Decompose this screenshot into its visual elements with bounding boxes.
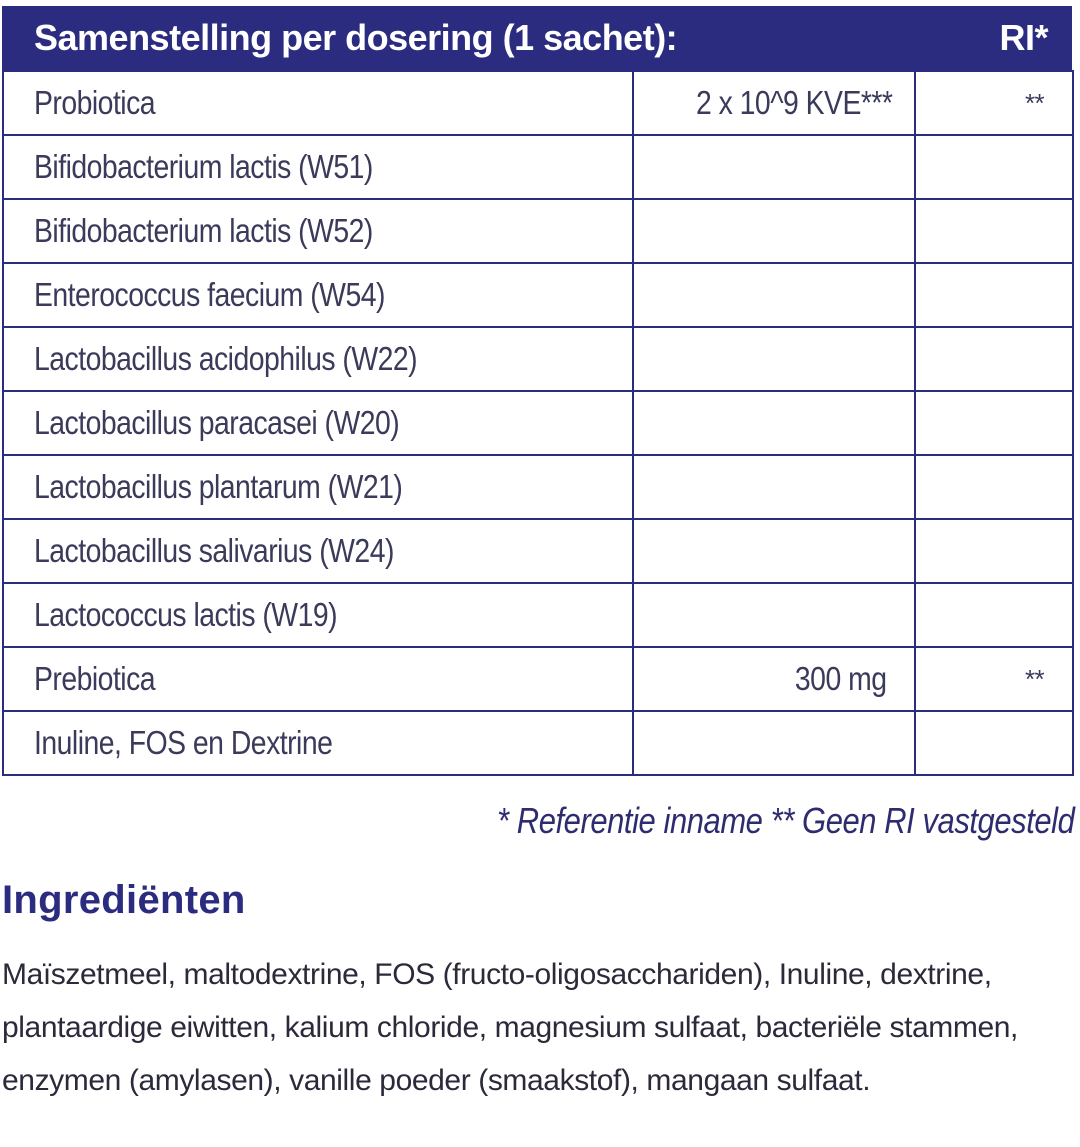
composition-table <box>2 6 1072 776</box>
row-ri-cell <box>915 647 1073 711</box>
row-name-cell <box>3 647 633 711</box>
row-name: Lactobacillus salivarius (W24) <box>34 532 394 569</box>
composition-table-body <box>2 70 1074 776</box>
row-ri-cell <box>915 135 1073 199</box>
row-ri: ** <box>1024 87 1044 118</box>
row-amount-cell <box>633 327 915 391</box>
row-name: Lactococcus lactis (W19) <box>34 596 338 633</box>
row-name: Lactobacillus plantarum (W21) <box>34 468 403 505</box>
row-ri: ** <box>1024 663 1044 694</box>
row-amount-cell <box>633 263 915 327</box>
table-row <box>3 647 1073 711</box>
table-row <box>3 391 1073 455</box>
row-amount-cell <box>633 71 915 135</box>
row-name: Inuline, FOS en Dextrine <box>34 724 333 761</box>
table-row <box>3 519 1073 583</box>
ingredients-heading: Ingrediënten <box>2 878 246 922</box>
ri-footnote <box>403 800 1074 842</box>
row-amount-cell <box>633 647 915 711</box>
row-ri-cell <box>915 199 1073 263</box>
row-amount-cell <box>633 135 915 199</box>
row-name: Enterococcus faecium (W54) <box>34 276 385 313</box>
row-name-cell <box>3 135 633 199</box>
row-amount-cell <box>633 199 915 263</box>
table-header <box>2 6 1072 70</box>
row-amount-cell <box>633 711 915 775</box>
row-name-cell <box>3 711 633 775</box>
row-amount: 2 x 10^9 KVE*** <box>695 84 893 121</box>
row-ri-cell <box>915 519 1073 583</box>
row-name: Probiotica <box>34 84 156 121</box>
row-amount-cell <box>633 583 915 647</box>
table-row <box>3 327 1073 391</box>
table-row <box>3 263 1073 327</box>
ingredients-text: Maïszetmeel, maltodextrine, FOS (fructo-oligosacchariden), Inuline, dextrine, plantaardige eiwitten, kalium chloride, magnesium sulfaat, bacteriële stammen, enzymen (amylasen), vanille poeder (smaakstof), mangaan sulfaat. <box>2 958 1018 1097</box>
row-name-cell <box>3 263 633 327</box>
row-name: Bifidobacterium lactis (W51) <box>34 148 373 185</box>
row-amount-cell <box>633 519 915 583</box>
table-row <box>3 199 1073 263</box>
row-ri-cell <box>915 455 1073 519</box>
row-ri-cell <box>915 71 1073 135</box>
table-header-ri: RI* <box>999 17 1048 58</box>
table-row <box>3 583 1073 647</box>
row-ri-cell <box>915 327 1073 391</box>
ri-footnote-text: * Referentie inname ** Geen RI vastgesteld <box>496 800 1074 841</box>
row-name: Bifidobacterium lactis (W52) <box>34 212 373 249</box>
row-name-cell <box>3 455 633 519</box>
row-name-cell <box>3 327 633 391</box>
row-name: Lactobacillus acidophilus (W22) <box>34 340 418 377</box>
table-row <box>3 135 1073 199</box>
row-name-cell <box>3 391 633 455</box>
table-header-title: Samenstelling per dosering (1 sachet): <box>34 17 678 58</box>
row-amount-cell <box>633 391 915 455</box>
row-ri-cell <box>915 391 1073 455</box>
row-amount: 300 mg <box>794 660 886 697</box>
row-ri-cell <box>915 711 1073 775</box>
table-row <box>3 711 1073 775</box>
row-ri-cell <box>915 263 1073 327</box>
row-amount-cell <box>633 455 915 519</box>
row-ri-cell <box>915 583 1073 647</box>
table-row <box>3 455 1073 519</box>
row-name: Lactobacillus paracasei (W20) <box>34 404 400 441</box>
row-name-cell <box>3 583 633 647</box>
row-name-cell <box>3 199 633 263</box>
table-row <box>3 71 1073 135</box>
row-name-cell <box>3 519 633 583</box>
row-name-cell <box>3 71 633 135</box>
row-name: Prebiotica <box>34 660 156 697</box>
